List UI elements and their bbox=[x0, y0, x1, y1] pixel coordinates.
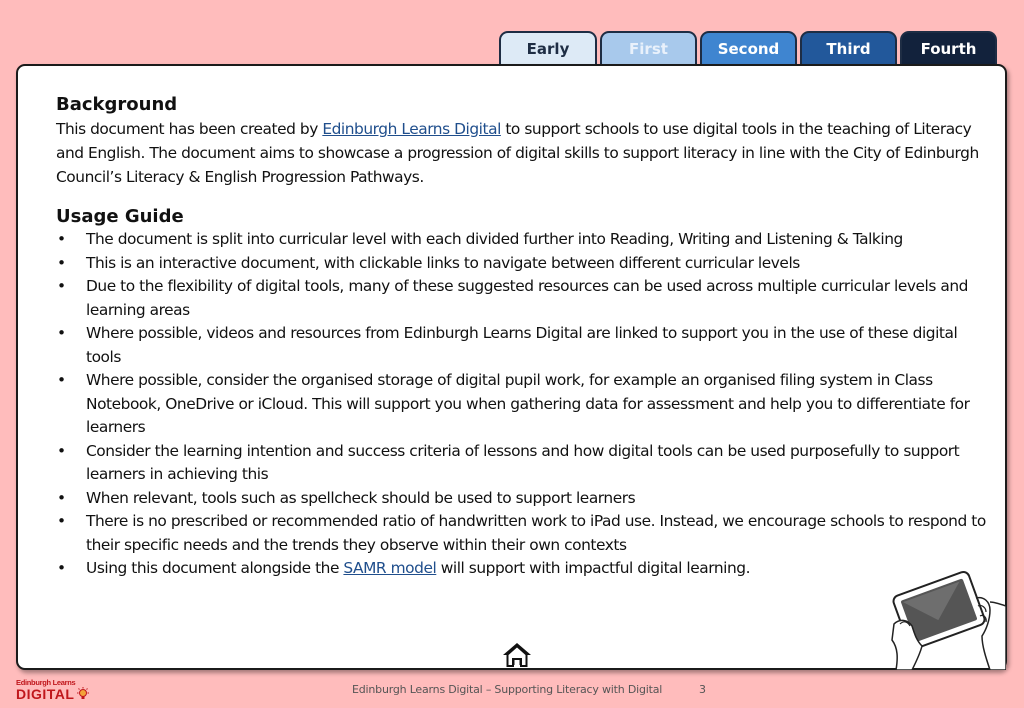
usage-guide-heading: Usage Guide bbox=[56, 206, 184, 227]
page-number: 3 bbox=[699, 683, 706, 696]
samr-item-text-start: Using this document alongside the bbox=[86, 559, 344, 577]
list-item bbox=[56, 557, 986, 581]
tab-fourth[interactable]: Fourth bbox=[900, 31, 997, 65]
edinburgh-learns-digital-link[interactable]: Edinburgh Learns Digital bbox=[322, 120, 501, 138]
lightbulb-icon bbox=[76, 687, 90, 701]
edinburgh-learns-digital-logo bbox=[16, 679, 104, 703]
background-paragraph bbox=[56, 117, 986, 189]
logo-line-1: Edinburgh Learns bbox=[16, 678, 76, 687]
logo-line-2: DIGITAL bbox=[16, 686, 75, 702]
samr-model-link[interactable]: SAMR model bbox=[343, 559, 437, 577]
content-body bbox=[56, 94, 986, 581]
background-text-end: to support schools to use digital tools in the teaching of Literacy and English. The document aims to showcase a progression of digital skills to support literacy in line with the City of Edinburgh Council’s Literacy & English Progression Pathways. bbox=[56, 120, 979, 186]
list-item: • This is an interactive document, with clickable links to navigate between different curricular levels bbox=[56, 252, 986, 276]
list-item: • Where possible, consider the organised storage of digital pupil work, for example an organised filing system in Class Notebook, OneDrive or iCloud. This will support you when gathering data for assessment and help you to differentiate for learners bbox=[56, 369, 986, 440]
background-text-start: This document has been created by bbox=[56, 120, 323, 138]
logo-line-2-row bbox=[16, 687, 104, 701]
samr-item-text-end: will support with impactful digital learning. bbox=[436, 559, 751, 577]
home-icon bbox=[501, 641, 533, 669]
list-item: • Due to the flexibility of digital tools, many of these suggested resources can be used across multiple curricular levels and learning areas bbox=[56, 275, 986, 322]
hands-holding-tablet-illustration bbox=[886, 562, 1006, 670]
tab-second[interactable]: Second bbox=[700, 31, 797, 65]
list-item: • When relevant, tools such as spellcheck should be used to support learners bbox=[56, 487, 986, 511]
tab-third[interactable]: Third bbox=[800, 31, 897, 65]
list-item: • The document is split into curricular level with each divided further into Reading, Writing and Listening & Talking bbox=[56, 228, 986, 252]
home-button[interactable] bbox=[501, 641, 533, 669]
usage-guide-list bbox=[56, 228, 986, 581]
tab-first[interactable]: First bbox=[600, 31, 697, 65]
list-item: • There is no prescribed or recommended ratio of handwritten work to iPad use. Instead, we encourage schools to respond to their specific needs and the trends they observe within their own contexts bbox=[56, 510, 986, 557]
level-tabs bbox=[499, 31, 997, 65]
list-item: • Where possible, videos and resources from Edinburgh Learns Digital are linked to support you in the use of these digital tools bbox=[56, 322, 986, 369]
tab-early[interactable]: Early bbox=[499, 31, 597, 65]
footer-title: Edinburgh Learns Digital – Supporting Literacy with Digital bbox=[352, 683, 663, 696]
content-card bbox=[16, 64, 1007, 670]
background-heading: Background bbox=[56, 94, 178, 115]
list-item: • Consider the learning intention and success criteria of lessons and how digital tools can be used purposefully to support learners in achieving this bbox=[56, 440, 986, 487]
